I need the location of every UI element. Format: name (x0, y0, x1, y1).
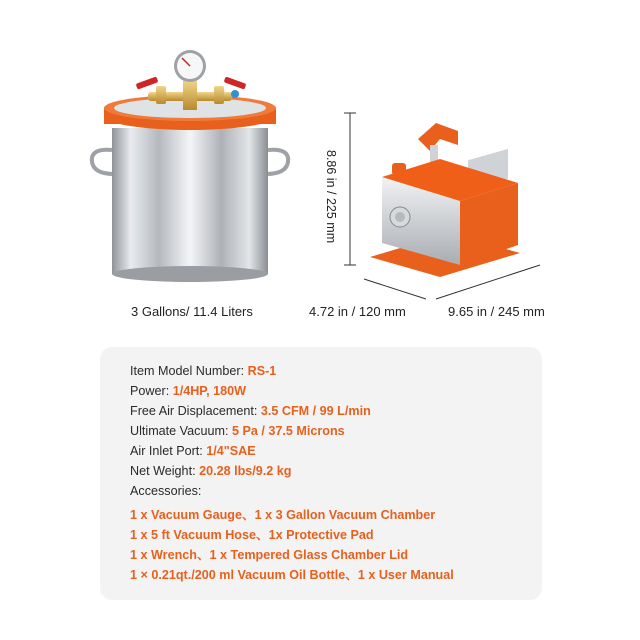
spec-inlet-label: Air Inlet Port: (130, 444, 203, 458)
vacuum-pump-image (340, 105, 550, 305)
pump-width-dimension: 4.72 in / 120 mm (309, 304, 406, 319)
spec-vacuum-value: 5 Pa / 37.5 Microns (231, 424, 345, 438)
spec-weight (130, 464, 292, 478)
spec-weight-value: 20.28 lbs/9.2 kg (199, 464, 292, 478)
spec-vacuum (130, 424, 345, 438)
spec-model (130, 364, 276, 378)
spec-power-label: Power: (130, 384, 170, 398)
spec-weight-label: Net Weight: (130, 464, 196, 478)
pump-height-dimension: 8.86 in / 225 mm (324, 150, 338, 244)
spec-displacement-label: Free Air Displacement: (130, 404, 258, 418)
spec-inlet-value: 1/4"SAE (206, 444, 256, 458)
spec-vacuum-label: Ultimate Vacuum: (130, 424, 229, 438)
spec-displacement-value: 3.5 CFM / 99 L/min (260, 404, 371, 418)
accessory-line: 1 x Wrench、1 x Tempered Glass Chamber Lid (130, 548, 409, 562)
pump-length-dimension: 9.65 in / 245 mm (448, 304, 545, 319)
spec-model-value: RS-1 (247, 364, 277, 378)
vacuum-chamber-image (80, 50, 300, 290)
spec-inlet (130, 444, 256, 458)
accessory-line: 1 x Vacuum Gauge、1 x 3 Gallon Vacuum Chamber (130, 508, 436, 522)
spec-accessories-label: Accessories: (130, 484, 202, 498)
spec-model-label: Item Model Number: (130, 364, 245, 378)
chamber-capacity-caption: 3 Gallons/ 11.4 Liters (131, 304, 253, 319)
accessory-line: 1 x 5 ft Vacuum Hose、1x Protective Pad (130, 528, 374, 542)
spec-power (130, 384, 246, 398)
spec-displacement (130, 404, 371, 418)
spec-power-value: 1/4HP, 180W (172, 384, 246, 398)
accessory-line: 1 × 0.21qt./200 ml Vacuum Oil Bottle、1 x User Manual (130, 568, 454, 582)
